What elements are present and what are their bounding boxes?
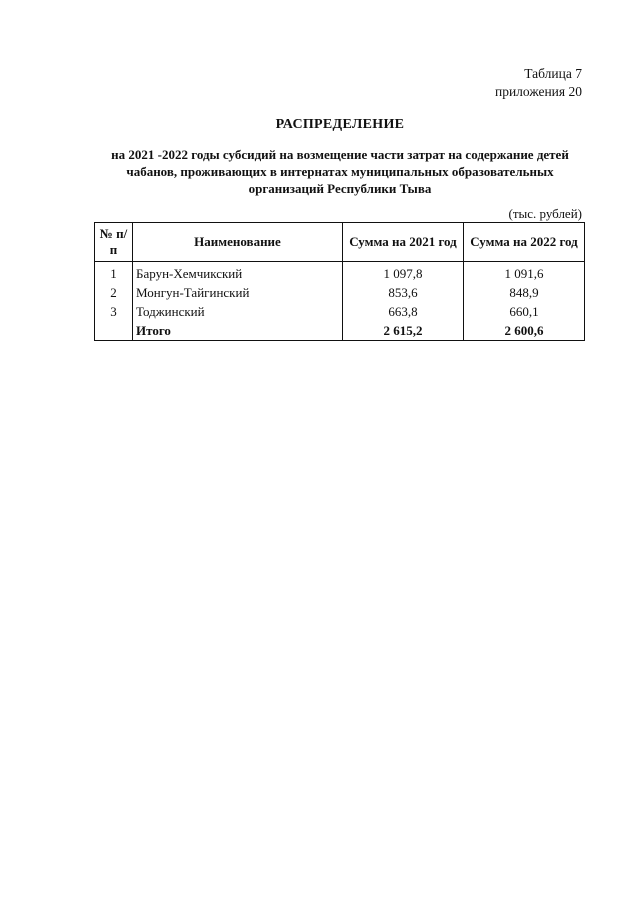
row-sum-2022: 1 091,6 <box>464 262 585 284</box>
total-num <box>95 321 133 341</box>
header-num: № п/п <box>95 223 133 262</box>
header-sum-2021: Сумма на 2021 год <box>343 223 464 262</box>
row-sum-2021: 663,8 <box>343 302 464 321</box>
table-row <box>95 283 585 302</box>
total-label: Итого <box>133 321 343 341</box>
table-number: Таблица 7 <box>524 66 582 81</box>
row-sum-2022: 660,1 <box>464 302 585 321</box>
subtitle-line-1: на 2021 -2022 годы субсидий на возмещение части затрат на содержание детей <box>111 147 569 162</box>
table-row <box>95 302 585 321</box>
row-name: Барун-Хемчикский <box>133 262 343 284</box>
subtitle-line-3: организаций Республики Тыва <box>248 181 432 196</box>
row-sum-2021: 853,6 <box>343 283 464 302</box>
total-sum-2021: 2 615,2 <box>343 321 464 341</box>
row-num: 2 <box>95 283 133 302</box>
subtitle-line-2: чабанов, проживающих в интернатах муниципальных образовательных <box>126 164 554 179</box>
row-sum-2022: 848,9 <box>464 283 585 302</box>
row-name: Тоджинский <box>133 302 343 321</box>
row-num: 1 <box>95 262 133 284</box>
distribution-table <box>94 222 585 341</box>
appendix-label: приложения 20 <box>494 84 582 99</box>
document-subtitle <box>90 146 590 197</box>
total-sum-2022: 2 600,6 <box>464 321 585 341</box>
row-name: Монгун-Тайгинский <box>133 283 343 302</box>
table-row <box>95 262 585 284</box>
units-label: (тыс. рублей) <box>508 206 582 221</box>
header-sum-2022: Сумма на 2022 год <box>464 223 585 262</box>
document-title: РАСПРЕДЕЛЕНИЕ <box>275 117 405 132</box>
row-sum-2021: 1 097,8 <box>343 262 464 284</box>
row-num: 3 <box>95 302 133 321</box>
table-header-row <box>95 223 585 262</box>
header-name: Наименование <box>133 223 343 262</box>
total-row <box>95 321 585 341</box>
